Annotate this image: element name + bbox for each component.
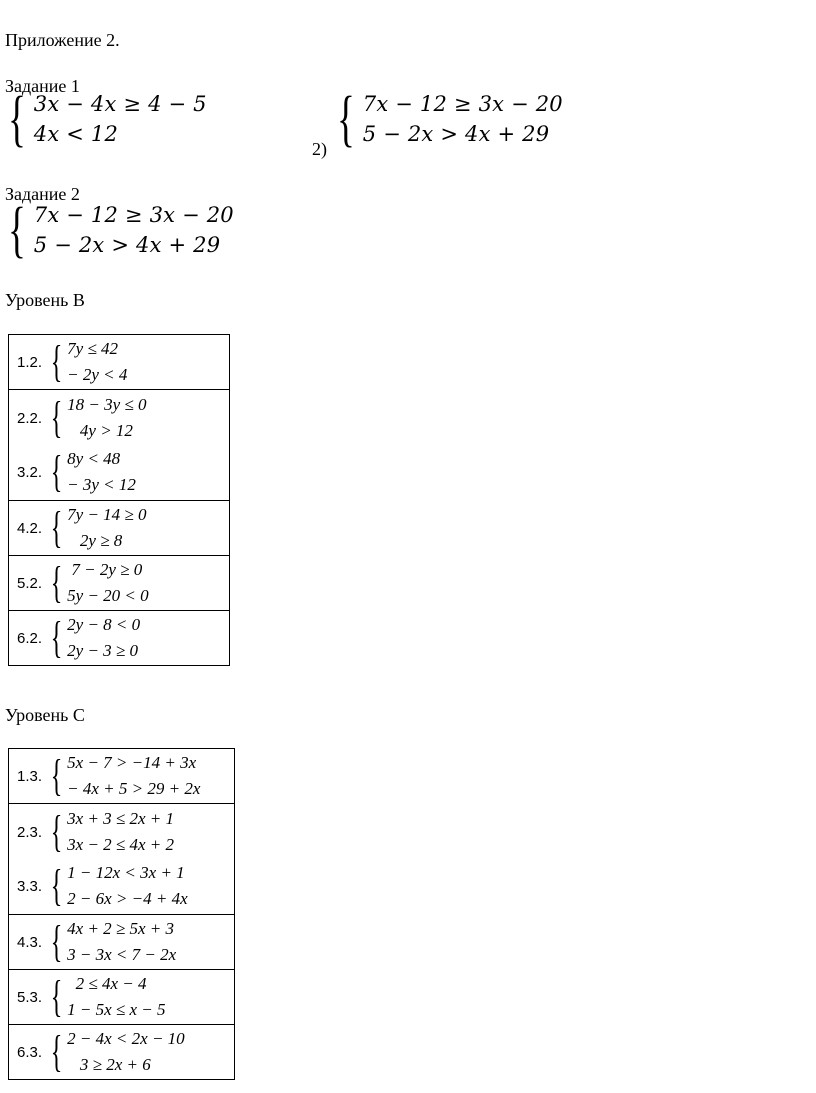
inequality: 3x − 4x ≥ 4 − 5 xyxy=(33,92,207,116)
inequality: 1 − 12x < 3x + 1 xyxy=(67,863,185,882)
task1-system-2-prefix: 2) xyxy=(312,139,327,159)
brace-icon: { xyxy=(7,85,26,153)
table-row xyxy=(9,1025,235,1080)
inequality: 7 − 2y ≥ 0 xyxy=(67,560,143,579)
table-row xyxy=(9,501,230,556)
brace-icon: { xyxy=(50,337,63,386)
inequality: 5x − 7 > −14 + 3x xyxy=(67,753,197,772)
table-row xyxy=(9,335,230,390)
inequality: 4y > 12 xyxy=(67,421,133,440)
inequality: 2 − 4x < 2x − 10 xyxy=(67,1029,185,1048)
brace-icon: { xyxy=(50,972,63,1021)
table-row xyxy=(9,611,230,666)
brace-icon: { xyxy=(50,558,63,607)
exercise-number: 4.3. xyxy=(17,933,43,951)
level-b-heading: Уровень B xyxy=(5,290,85,310)
inequality: 7x − 12 ≥ 3x − 20 xyxy=(362,92,563,116)
inequality: 7y − 14 ≥ 0 xyxy=(67,505,147,524)
task1-system-2 xyxy=(331,85,563,153)
task1-heading: Задание 1 xyxy=(5,76,80,96)
brace-icon: { xyxy=(7,196,26,264)
inequality: 5y − 20 < 0 xyxy=(67,586,149,605)
inequality: − 4x + 5 > 29 + 2x xyxy=(67,779,201,798)
inequality: 4x < 12 xyxy=(33,122,119,146)
inequality: 2y − 8 < 0 xyxy=(67,615,141,634)
inequality: 3x + 3 ≤ 2x + 1 xyxy=(67,809,175,828)
table-row xyxy=(9,749,235,804)
task2-system xyxy=(2,196,234,264)
brace-icon: { xyxy=(50,447,63,496)
inequality: 2 ≤ 4x − 4 xyxy=(67,974,147,993)
inequality: 5 − 2x > 4x + 29 xyxy=(33,233,221,257)
level-c-heading: Уровень C xyxy=(5,705,85,725)
level-c-table xyxy=(8,748,235,1080)
exercise-number: 6.2. xyxy=(17,629,43,647)
brace-icon: { xyxy=(336,85,355,153)
exercise-number: 2.3. xyxy=(17,823,43,841)
brace-icon: { xyxy=(50,861,63,910)
inequality: 18 − 3y ≤ 0 xyxy=(67,395,147,414)
inequality: 3 ≥ 2x + 6 xyxy=(67,1055,151,1074)
exercise-number: 3.2. xyxy=(17,463,43,481)
table-row xyxy=(9,915,235,970)
inequality: 2y − 3 ≥ 0 xyxy=(67,641,139,660)
brace-icon: { xyxy=(50,917,63,966)
level-b-table xyxy=(8,334,230,666)
exercise-number: 5.2. xyxy=(17,574,43,592)
inequality: 5 − 2x > 4x + 29 xyxy=(362,122,550,146)
inequality: 1 − 5x ≤ x − 5 xyxy=(67,1000,166,1019)
brace-icon: { xyxy=(50,613,63,662)
table-row xyxy=(9,390,230,501)
inequality: − 3y < 12 xyxy=(67,475,136,494)
inequality: 3x − 2 ≤ 4x + 2 xyxy=(67,835,175,854)
exercise-number: 6.3. xyxy=(17,1043,43,1061)
inequality: 7x − 12 ≥ 3x − 20 xyxy=(33,203,234,227)
brace-icon: { xyxy=(50,1027,63,1076)
brace-icon: { xyxy=(50,393,63,442)
brace-icon: { xyxy=(50,751,63,800)
inequality: 2y ≥ 8 xyxy=(67,531,123,550)
exercise-number: 5.3. xyxy=(17,988,43,1006)
exercise-number: 3.3. xyxy=(17,877,43,895)
inequality: 3 − 3x < 7 − 2x xyxy=(67,945,177,964)
exercise-number: 1.2. xyxy=(17,353,43,371)
inequality: 7y ≤ 42 xyxy=(67,339,119,358)
inequality: 2 − 6x > −4 + 4x xyxy=(67,889,188,908)
brace-icon: { xyxy=(50,807,63,856)
exercise-number: 4.2. xyxy=(17,519,43,537)
table-row xyxy=(9,556,230,611)
exercise-number: 1.3. xyxy=(17,767,43,785)
exercise-number: 2.2. xyxy=(17,409,43,427)
task2-heading: Задание 2 xyxy=(5,184,80,204)
table-row xyxy=(9,804,235,915)
inequality: 4x + 2 ≥ 5x + 3 xyxy=(67,919,175,938)
brace-icon: { xyxy=(50,503,63,552)
page-title: Приложение 2. xyxy=(5,30,120,50)
inequality: − 2y < 4 xyxy=(67,365,128,384)
inequality: 8y < 48 xyxy=(67,449,121,468)
table-row xyxy=(9,970,235,1025)
